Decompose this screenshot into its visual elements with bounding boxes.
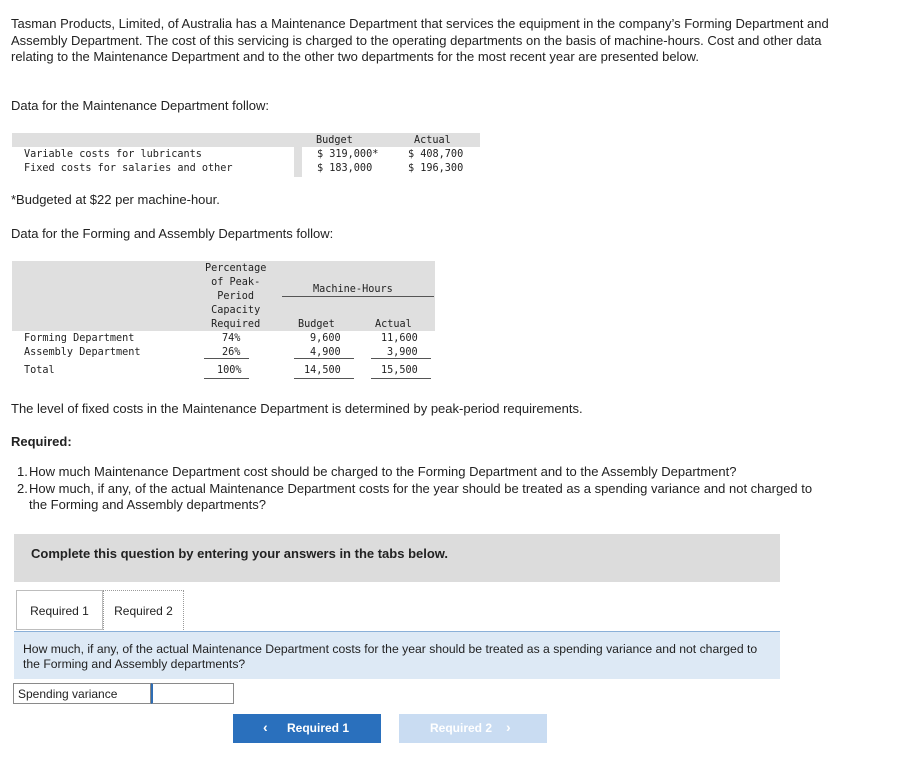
- maintenance-data-table: [12, 133, 480, 177]
- row-label-forming: Forming Department: [24, 333, 135, 344]
- variable-costs-actual: $ 408,700: [408, 149, 464, 160]
- budget-total-rule: [294, 358, 354, 359]
- total-actual: 15,500: [381, 365, 418, 376]
- column-header-budget: Budget: [298, 319, 335, 330]
- assembly-budget: 4,900: [310, 347, 341, 358]
- next-button-label: Required 2: [430, 721, 493, 735]
- required-title: Required:: [11, 434, 72, 449]
- pct-total-rule: [204, 358, 249, 359]
- required-list: [17, 464, 827, 514]
- row-label-assembly: Assembly Department: [24, 347, 141, 358]
- problem-intro: Tasman Products, Limited, of Australia has a Maintenance Department that services the equipment in the company’s Forming Department and Assembly Department. The cost of this servicing is charged to the operating departments on the basis of machine-hours. Cost and other data relating to the Maintenance Department and to the other two departments for the most recent year are presented below.: [11, 16, 829, 64]
- fixed-costs-budget: $ 183,000: [317, 163, 373, 174]
- column-gap-shade: [294, 147, 302, 177]
- required-item-number: 2.: [17, 480, 28, 496]
- budget-footnote: *Budgeted at $22 per machine-hour.: [11, 192, 220, 207]
- total-pct: 100%: [217, 365, 242, 376]
- row-label-total: Total: [24, 365, 55, 376]
- tab-required-1[interactable]: [16, 590, 103, 630]
- prev-required-1-button[interactable]: [233, 714, 381, 743]
- question-panel: [14, 631, 780, 679]
- column-header-percentage: Percentage of Peak- Period Capacity Required: [205, 263, 267, 330]
- spending-variance-label: Spending variance: [13, 683, 151, 704]
- required-item-1: [17, 464, 827, 481]
- fixed-costs-actual: $ 196,300: [408, 163, 464, 174]
- pct-double-rule: [204, 378, 249, 379]
- required-item-2: [17, 481, 827, 514]
- instructions-banner: [14, 534, 780, 582]
- column-header-machine-hours: Machine-Hours: [313, 284, 393, 295]
- required-item-text: How much Maintenance Department cost should be charged to the Forming Department and to the Assembly Department?: [29, 464, 737, 479]
- assembly-pct: 26%: [222, 347, 241, 358]
- table-header-shade: [12, 133, 480, 147]
- row-label-variable-costs: Variable costs for lubricants: [24, 149, 202, 160]
- forming-pct: 74%: [222, 333, 241, 344]
- fixed-costs-note: The level of fixed costs in the Maintenance Department is determined by peak-period requirements.: [11, 401, 583, 416]
- required-item-number: 1.: [17, 464, 28, 479]
- required-item-text: How much, if any, of the actual Maintenance Department costs for the year should be treated as a spending variance and not charged to the Forming and Assembly departments?: [29, 480, 813, 512]
- assembly-actual: 3,900: [387, 347, 418, 358]
- variable-costs-budget: $ 319,000*: [317, 149, 379, 160]
- column-header-actual: Actual: [375, 319, 412, 330]
- forming-budget: 9,600: [310, 333, 341, 344]
- question-text: How much, if any, of the actual Maintenance Department costs for the year should be treated as a spending variance and not charged to the Forming and Assembly departments?: [23, 642, 758, 671]
- maintenance-data-heading: Data for the Maintenance Department follow:: [11, 98, 269, 113]
- row-label-fixed-costs: Fixed costs for salaries and other: [24, 163, 233, 174]
- departments-data-heading: Data for the Forming and Assembly Departments follow:: [11, 226, 334, 241]
- chevron-left-icon: ‹: [263, 719, 268, 735]
- prev-button-label: Required 1: [287, 721, 350, 735]
- next-required-2-button[interactable]: [399, 714, 547, 743]
- departments-data-table: [12, 261, 435, 381]
- machine-hours-underline: [282, 296, 434, 297]
- tab-label: Required 2: [114, 604, 173, 618]
- column-header-budget: Budget: [316, 135, 353, 146]
- tab-required-2[interactable]: [103, 590, 184, 630]
- total-budget: 14,500: [304, 365, 341, 376]
- tab-label: Required 1: [30, 604, 89, 618]
- budget-double-rule: [294, 378, 354, 379]
- instructions-text: Complete this question by entering your answers in the tabs below.: [31, 546, 449, 561]
- forming-actual: 11,600: [381, 333, 418, 344]
- actual-double-rule: [371, 378, 431, 379]
- chevron-right-icon: ›: [506, 719, 511, 735]
- actual-total-rule: [371, 358, 431, 359]
- column-header-actual: Actual: [414, 135, 451, 146]
- spending-variance-input[interactable]: [151, 683, 234, 704]
